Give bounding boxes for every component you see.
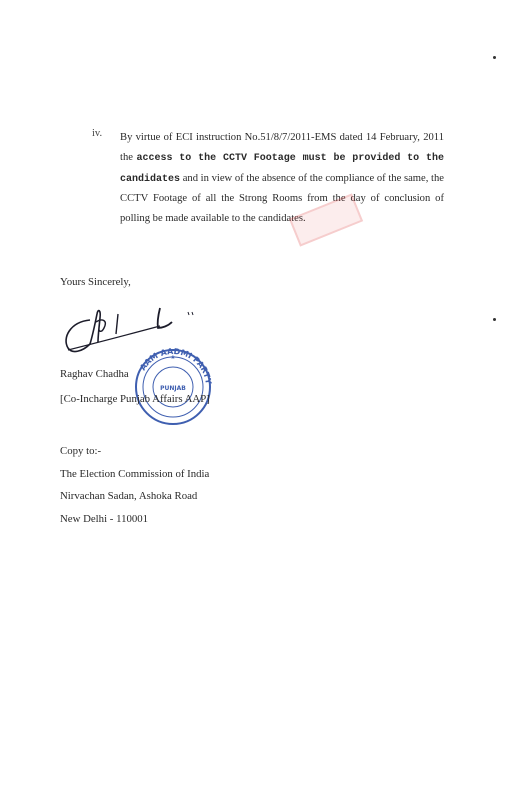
copy-to-block [60, 440, 209, 530]
page-edge-mark [493, 318, 496, 321]
copy-to-label: Copy to:- [60, 445, 102, 457]
paragraph-bold-text: access to the CCTV Footage must be provided to the candidates [120, 152, 444, 185]
stamp-star-icon: ★ [170, 355, 176, 361]
stamp-ring-text: AAM AADMI PARTY [138, 346, 213, 385]
paragraph-number: iv. [92, 128, 103, 139]
paragraph-body [120, 128, 444, 229]
stamp-center-text: PUNJAB [160, 385, 186, 392]
copy-address-line: The Election Commission of India [60, 467, 210, 480]
copy-address-line: Nirvachan Sadan, Ashoka Road [60, 490, 198, 502]
paragraph-text: and in view of the absence of the compliance of the same, the CCTV Footage of all the Strong Rooms from the day of conclusion of polling be made available to the candidates. [120, 172, 444, 225]
signer-name: Raghav Chadha [60, 368, 129, 380]
signer-role: [Co-Incharge Punjab Affairs AAP] [60, 393, 210, 405]
copy-address-line: New Delhi - 110001 [60, 512, 149, 525]
page-edge-mark [493, 56, 496, 59]
party-stamp [132, 346, 214, 428]
closing-salutation: Yours Sincerely, [60, 276, 131, 288]
paragraph-text: By virtue of ECI instruction No.51/8/7/2011-EMS dated 14 February, 2011 the [120, 132, 444, 163]
